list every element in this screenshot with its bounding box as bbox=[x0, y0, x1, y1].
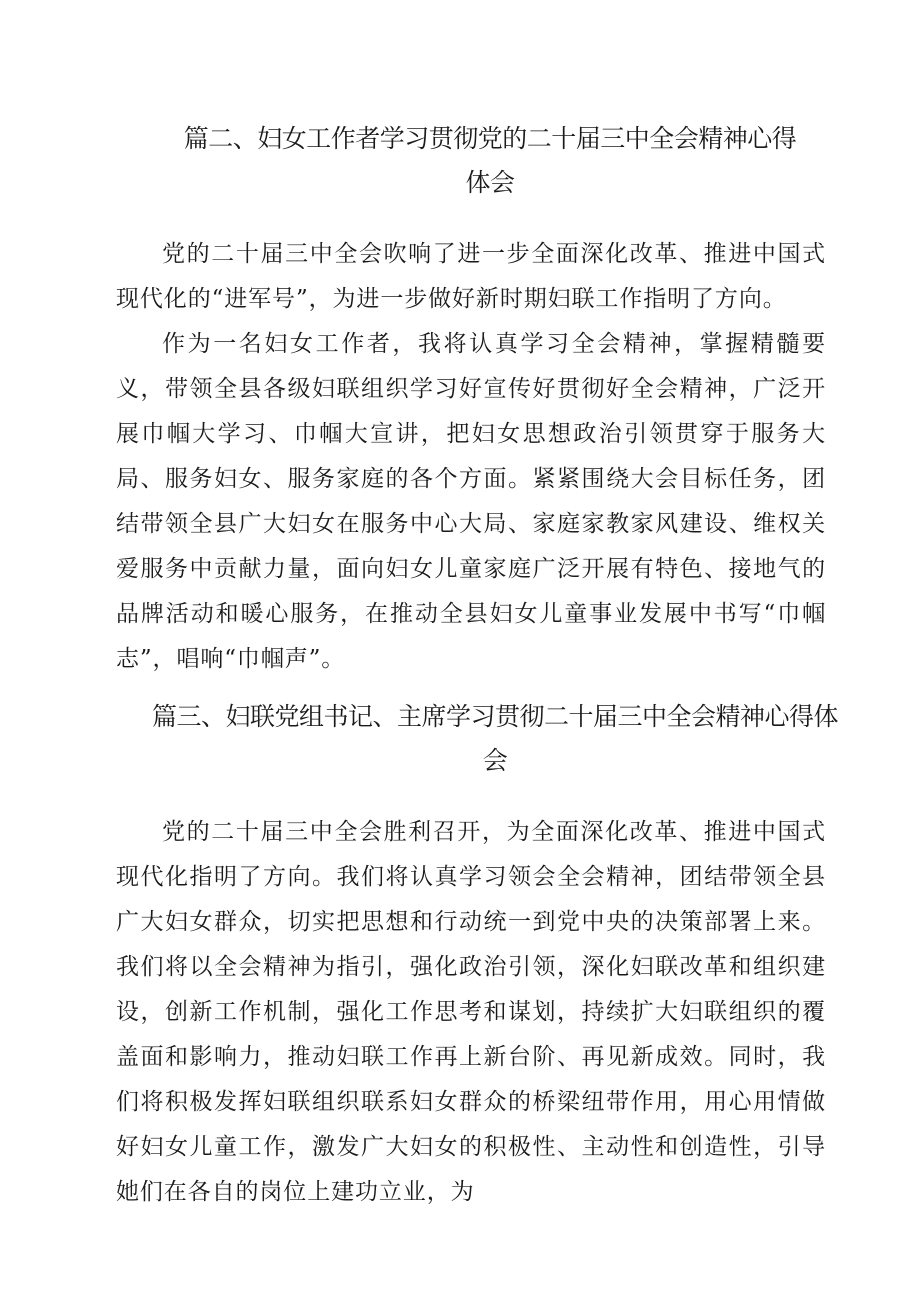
section-3-paragraph-1: 党的二十届三中全会胜利召开，为全面深化改革、推进中国式现代化指明了方向。我们将认真学习领会全会精神，团结带领全县广大妇女群众，切实把思想和行动统一到党中央的决策部署上来。我们将以全会精神为指引，强化政治引领，深化妇联改革和组织建设，创新工作机制，强化工作思考和谋划，持续扩大妇联组织的覆盖面和影响力，推动妇联工作再上新台阶、再见新成效。同时，我们将积极发挥妇联组织联系妇女群众的桥梁纽带作用，用心用情做好妇女儿童工作，激发广大妇女的积极性、主动性和创造性，引导她们在各自的岗位上建功立业，为 bbox=[116, 819, 826, 1205]
section-2-paragraph-1: 党的二十届三中全会吹响了进一步全面深化改革、推进中国式现代化的“进军号”，为进一步做好新时期妇联工作指明了方向。 bbox=[116, 241, 826, 312]
section-3-title bbox=[150, 695, 840, 783]
section-2-paragraph-2: 作为一名妇女工作者，我将认真学习全会精神，掌握精髓要义，带领全县各级妇联组织学习好宣传好贯彻好全会精神，广泛开展巾帼大学习、巾帼大宣讲，把妇女思想政治引领贯穿于服务大局、服务妇女、服务家庭的各个方面。紧紧围绕大会目标任务，团结带领全县广大妇女在服务中心大局、家庭家教家风建设、维权关爱服务中贡献力量，面向妇女儿童家庭广泛开展有特色、接地气的品牌活动和暖心服务，在推动全县妇女儿童事业发展中书写“巾帼志”，唱响“巾帼声”。 bbox=[116, 331, 826, 672]
section-2-title-line-1: 篇二、妇女工作者学习贯彻党的二十届三中全会精神心得 bbox=[183, 123, 797, 153]
section-3-title-line-1: 篇三、妇联党组书记、主席学习贯彻二十届三中全会精神心得体 bbox=[151, 701, 838, 731]
section-3-title-line-2: 会 bbox=[482, 745, 508, 775]
section-2-title bbox=[150, 117, 830, 205]
section-2-title-line-2: 体会 bbox=[465, 167, 515, 197]
